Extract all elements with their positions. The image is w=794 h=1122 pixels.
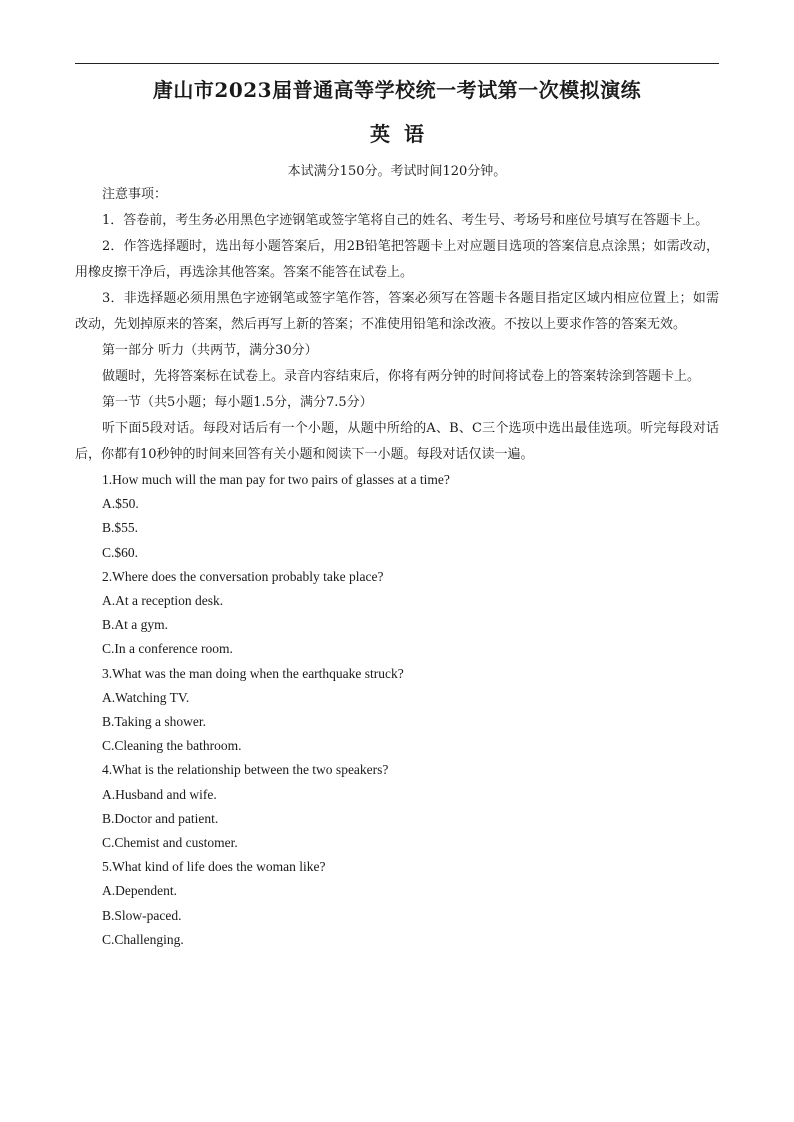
option: C.Chemist and customer. bbox=[102, 835, 238, 851]
option: A.Husband and wife. bbox=[102, 786, 217, 802]
section1-heading: 第一节（共5小题；每小题1.5分，满分7.5分） bbox=[102, 395, 373, 410]
part1-instruction: 做题时，先将答案标在试卷上。录音内容结束后，你将有两分钟的时间将试卷上的答案转涂到答题卡上。 bbox=[102, 369, 701, 384]
notice-heading: 注意事项： bbox=[102, 187, 168, 202]
question-stem: 5.What kind of life does the woman like? bbox=[102, 859, 326, 875]
exam-title: 唐山市2023届普通高等学校统一考试第一次模拟演练 bbox=[152, 78, 642, 102]
question-stem: 2.Where does the conversation probably take place? bbox=[102, 568, 384, 584]
option: C.$60. bbox=[102, 544, 139, 560]
option: A.At a reception desk. bbox=[102, 593, 224, 609]
exam-body bbox=[75, 182, 719, 952]
question-1 bbox=[75, 468, 719, 565]
subject-title: 英语 bbox=[370, 122, 438, 146]
question-5 bbox=[75, 855, 719, 952]
notice-item: 2．作答选择题时，选出每小题答案后，用2B铅笔把答题卡上对应题目选项的答案信息点涂黑；如需改动，用橡皮擦干净后，再选涂其他答案。答案不能答在试卷上。 bbox=[75, 239, 719, 280]
question-stem: 4.What is the relationship between the two speakers? bbox=[102, 762, 389, 778]
part1-heading: 第一部分 听力（共两节，满分30分） bbox=[102, 343, 318, 358]
exam-meta: 本试满分150分。考试时间120分钟。 bbox=[287, 164, 507, 179]
header-rule bbox=[75, 63, 719, 64]
notice-item: 1．答卷前，考生务必用黑色字迹钢笔或签字笔将自己的姓名、考生号、考场号和座位号填写在答题卡上。 bbox=[102, 213, 709, 228]
option: C.In a conference room. bbox=[102, 641, 233, 657]
question-3 bbox=[75, 662, 719, 759]
option: B.At a gym. bbox=[102, 617, 168, 633]
question-stem: 1.How much will the man pay for two pairs of glasses at a time? bbox=[102, 472, 450, 487]
option: C.Challenging. bbox=[102, 931, 184, 947]
option: A.Dependent. bbox=[102, 883, 177, 899]
option: B.Taking a shower. bbox=[102, 714, 207, 730]
option: B.Doctor and patient. bbox=[102, 810, 219, 826]
question-2 bbox=[75, 565, 719, 662]
option: B.$55. bbox=[102, 520, 139, 536]
option: A.Watching TV. bbox=[102, 689, 190, 705]
option: B.Slow-paced. bbox=[102, 907, 182, 923]
question-4 bbox=[75, 758, 719, 855]
notice-item: 3．非选择题必须用黑色字迹钢笔或签字笔作答，答案必须写在答题卡各题目指定区域内相应位置上；如需改动，先划掉原来的答案，然后再写上新的答案；不准使用铅笔和涂改液。不按以上要求作答的答案无效。 bbox=[75, 291, 719, 332]
option: C.Cleaning the bathroom. bbox=[102, 738, 242, 754]
option: A.$50. bbox=[102, 496, 139, 512]
question-stem: 3.What was the man doing when the earthquake struck? bbox=[102, 665, 404, 681]
section1-instruction: 听下面5段对话。每段对话后有一个小题，从题中所给的A、B、C三个选项中选出最佳选项。听完每段对话后，你都有10秒钟的时间来回答有关小题和阅读下一小题。每段对话仅读一遍。 bbox=[75, 421, 719, 462]
